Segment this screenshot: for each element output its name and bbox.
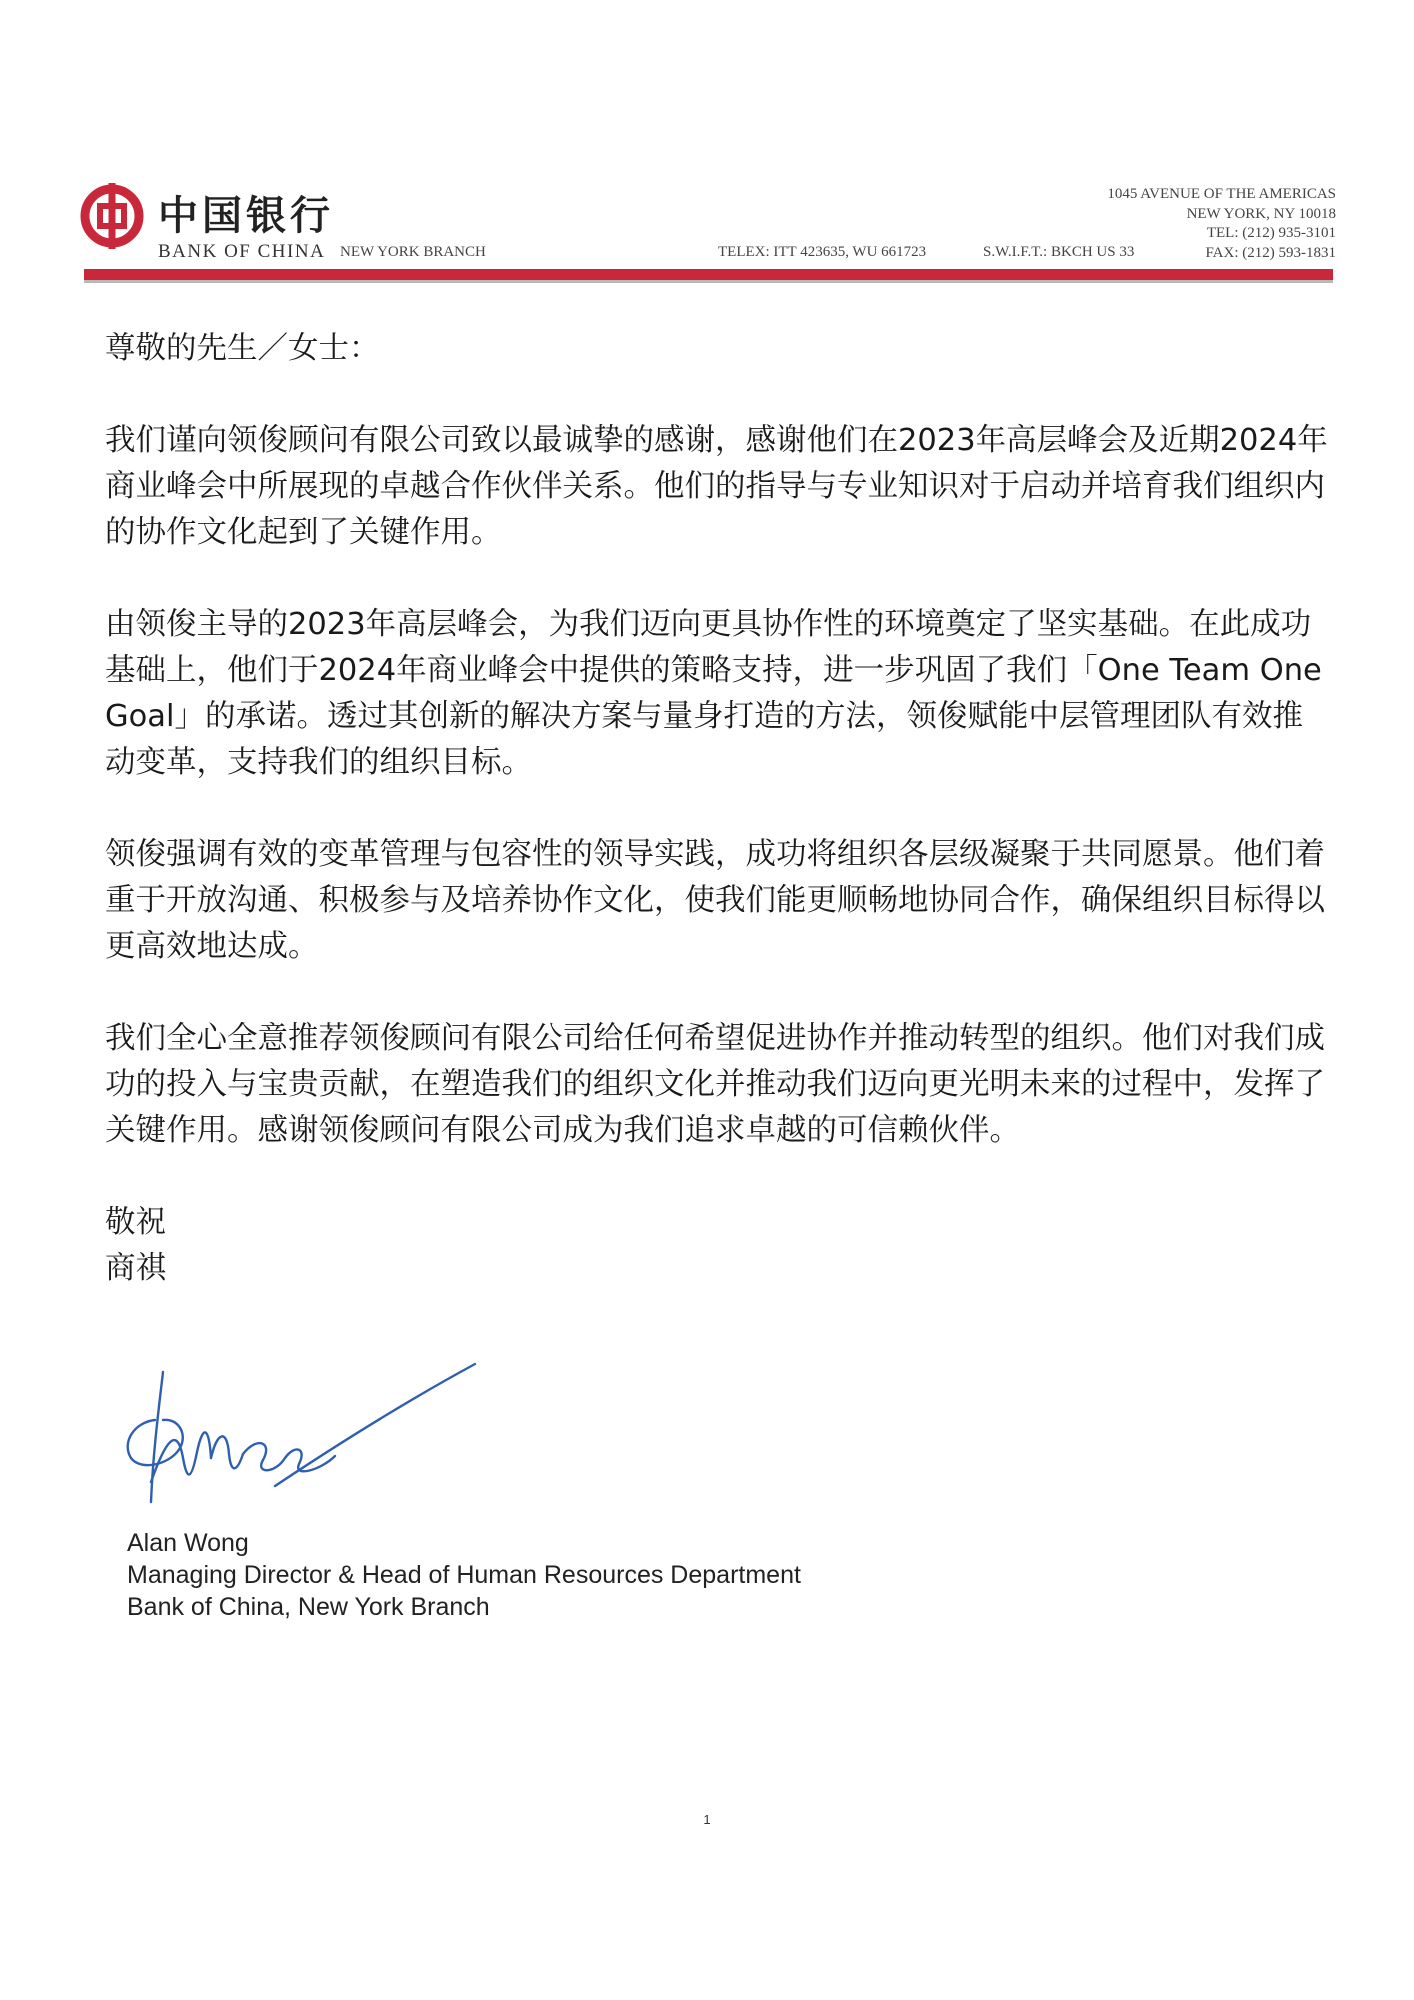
letter-body xyxy=(105,326,1329,1292)
closing-regards: 商祺 xyxy=(105,1251,166,1286)
address-block xyxy=(1107,185,1336,263)
brand-name-chinese: 中国银行 xyxy=(158,192,334,239)
address-street: 1045 AVENUE OF THE AMERICAS xyxy=(1107,186,1336,202)
paragraph-summit: 由领俊主导的2023年高层峰会，为我们迈向更具协作性的环境奠定了坚实基础。在此成功基础上，他们于2024年商业峰会中提供的策略支持，进一步巩固了我们「One Team One Goal」的承诺。透过其创新的解决方案与量身打造的方法，领俊赋能中层管理团队有效推动变革，支持我们的组织目标。 xyxy=(105,607,1322,780)
swift-code: S.W.I.F.T.: BKCH US 33 xyxy=(983,244,1135,260)
letterhead-grey-band xyxy=(84,280,1333,283)
signer-title: Managing Director & Head of Human Resources Department xyxy=(127,1561,801,1589)
fax-number: FAX: (212) 593-1831 xyxy=(1205,244,1336,261)
telex-number: TELEX: ITT 423635, WU 661723 xyxy=(718,244,927,260)
page-number: 1 xyxy=(703,1812,711,1827)
brand-name-english: BANK OF CHINA xyxy=(158,241,326,262)
bank-of-china-logo xyxy=(79,183,145,249)
signer-block xyxy=(127,1527,801,1623)
paragraph-gratitude: 我们谨向领俊顾问有限公司致以最诚挚的感谢，感谢他们在2023年高层峰会及近期2024年商业峰会中所展现的卓越合作伙伴关系。他们的指导与专业知识对于启动并培育我们组织内的协作文化起到了关键作用。 xyxy=(105,423,1328,550)
salutation: 尊敬的先生／女士： xyxy=(105,331,380,366)
closing-wish: 敬祝 xyxy=(105,1205,166,1240)
signer-organization: Bank of China, New York Branch xyxy=(127,1593,490,1621)
address-city: NEW YORK, NY 10018 xyxy=(1186,205,1336,222)
handwritten-signature xyxy=(125,1362,485,1512)
letterhead-red-band xyxy=(84,269,1333,280)
telephone-number: TEL: (212) 935-3101 xyxy=(1206,225,1336,241)
branch-name: NEW YORK BRANCH xyxy=(340,244,486,260)
paragraph-change-management: 领俊强调有效的变革管理与包容性的领导实践，成功将组织各层级凝聚于共同愿景。他们着重于开放沟通、积极参与及培养协作文化，使我们能更顺畅地协同合作，确保组织目标得以更高效地达成。 xyxy=(105,837,1325,964)
signer-name: Alan Wong xyxy=(127,1529,249,1557)
paragraph-recommendation: 我们全心全意推荐领俊顾问有限公司给任何希望促进协作并推动转型的组织。他们对我们成功的投入与宝贵贡献，在塑造我们的组织文化并推动我们迈向更光明未来的过程中，发挥了关键作用。感谢领俊顾问有限公司成为我们追求卓越的可信赖伙伴。 xyxy=(105,1021,1325,1148)
